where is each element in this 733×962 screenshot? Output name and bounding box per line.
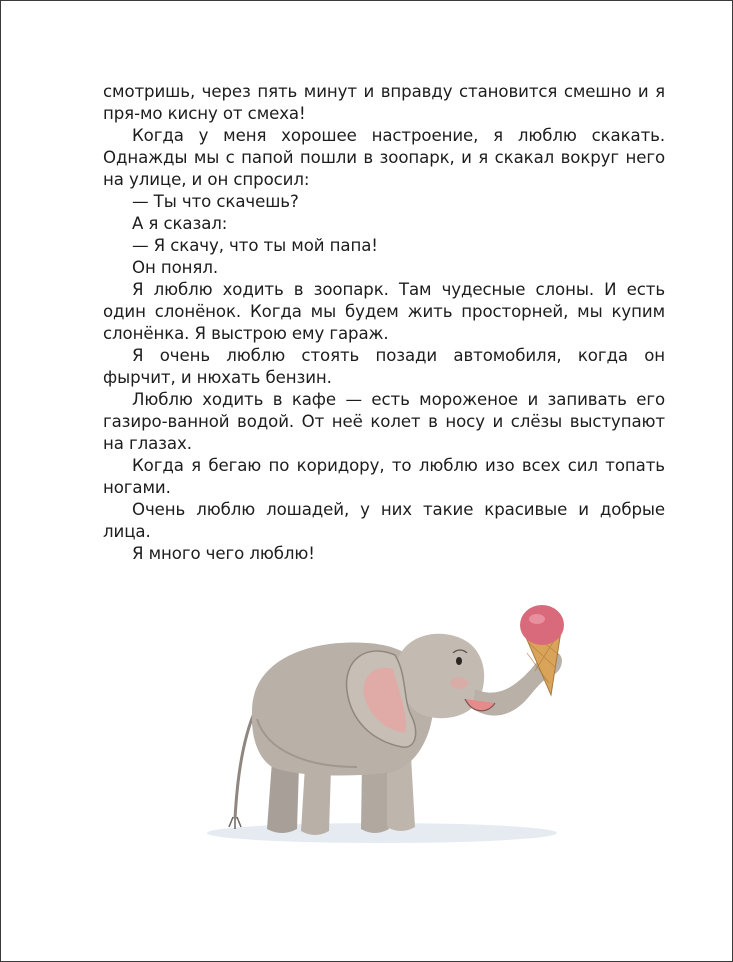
- paragraph: Я очень люблю стоять позади автомобиля, когда он фырчит, и нюхать бензин.: [103, 346, 665, 387]
- elephant-illustration: [197, 591, 597, 851]
- paragraph: Люблю ходить в кафе — есть мороженое и запивать его газиро-ванной водой. От неё колет в носу и слёзы выступают на глазах.: [103, 390, 665, 453]
- paragraph: смотришь, через пять минут и вправду становится смешно и я пря-мо кисну от смеха!: [103, 82, 665, 123]
- story-text: [103, 81, 665, 565]
- paragraph: Когда у меня хорошее настроение, я люблю скакать. Однажды мы с папой пошли в зоопарк, и я скакал вокруг него на улице, и он спросил:: [103, 126, 665, 189]
- elephant-tail: [235, 711, 255, 819]
- dialogue-line: — Я скачу, что ты мой папа!: [132, 236, 378, 255]
- paragraph: Я люблю ходить в зоопарк. Там чудесные слоны. И есть один слонёнок. Когда мы будем жить просторней, мы купим слонёнка. Я выстрою ему гараж.: [103, 280, 665, 343]
- ice-cream-scoop: [520, 605, 564, 645]
- paragraph: Когда я бегаю по коридору, то люблю изо всех сил топать ногами.: [103, 456, 665, 497]
- paragraph: Я много чего люблю!: [132, 544, 315, 563]
- paragraph: Очень люблю лошадей, у них такие красивые и добрые лица.: [103, 500, 665, 541]
- paragraph: А я сказал:: [132, 214, 228, 233]
- paragraph: Он понял.: [132, 258, 218, 277]
- dialogue-line: — Ты что скачешь?: [132, 192, 299, 211]
- elephant-eye: [456, 657, 462, 665]
- elephant-back-leg: [301, 766, 331, 835]
